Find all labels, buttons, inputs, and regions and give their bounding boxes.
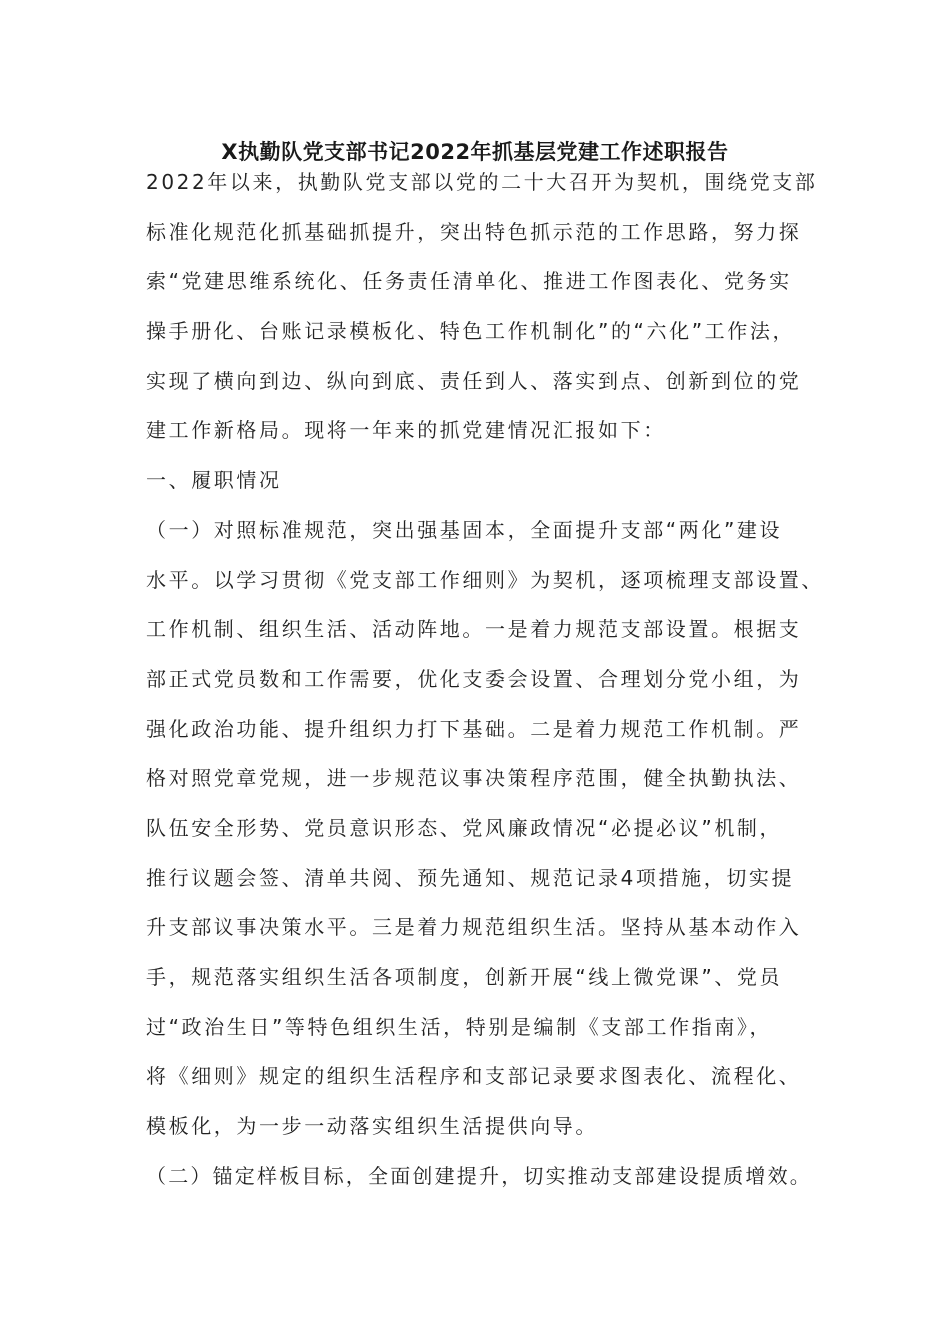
paragraph-line: 索“党建思维系统化、任务责任清单化、推进工作图表化、党务实 (146, 269, 792, 294)
paragraph-line: 过“政治生日”等特色组织生活，特别是编制《支部工作指南》， (146, 1014, 773, 1039)
paragraph-line: （二）锚定样板目标，全面创建提升，切实推动支部建设提质增效。 (146, 1163, 812, 1188)
document-body (146, 158, 826, 1201)
paragraph-line: 格对照党章党规，进一步规范议事决策程序范围，健全执勤执法、 (146, 766, 802, 791)
paragraph-line: 队伍安全形势、党员意识形态、党风廉政情况“必提必议”机制， (146, 815, 783, 840)
paragraph-line: 手，规范落实组织生活各项制度，创新开展“线上微党课”、党员 (146, 965, 783, 989)
paragraph-line: （一）对照标准规范，突出强基固本，全面提升支部“两化”建设 (146, 517, 783, 542)
paragraph-line: 实现了横向到边、纵向到底、责任到人、落实到点、创新到位的党 (146, 368, 802, 393)
paragraph-line: 2022年以来，执勤队党支部以党的二十大召开为契机，围绕党支部 (146, 170, 818, 194)
paragraph-line: 模板化，为一步一动落实组织生活提供向导。 (146, 1114, 598, 1139)
paragraph-line: 推行议题会签、清单共阅、预先通知、规范记录4项措施，切实提 (146, 865, 795, 890)
paragraph-line: 升支部议事决策水平。三是着力规范组织生活。坚持从基本动作入 (146, 915, 802, 940)
paragraph-line: 工作机制、组织生活、活动阵地。一是着力规范支部设置。根据支 (146, 617, 802, 642)
paragraph-line: 水平。以学习贯彻《党支部工作细则》为契机，逐项梳理支部设置、 (146, 567, 824, 592)
document-title: X执勤队党支部书记2022年抓基层党建工作述职报告 (221, 140, 729, 164)
paragraph-line: 操手册化、台账记录模板化、特色工作机制化”的“六化”工作法， (146, 319, 796, 344)
section-heading: 一、履职情况 (146, 468, 282, 493)
paragraph-line: 强化政治功能、提升组织力打下基础。二是着力规范工作机制。严 (146, 716, 802, 741)
paragraph-line: 将《细则》规定的组织生活程序和支部记录要求图表化、流程化、 (146, 1064, 802, 1089)
paragraph-line: 建工作新格局。现将一年来的抓党建情况汇报如下： (146, 418, 666, 443)
paragraph-line: 标准化规范化抓基础抓提升，突出特色抓示范的工作思路，努力探 (146, 219, 802, 244)
paragraph-line: 部正式党员数和工作需要，优化支委会设置、合理划分党小组，为 (146, 666, 802, 691)
